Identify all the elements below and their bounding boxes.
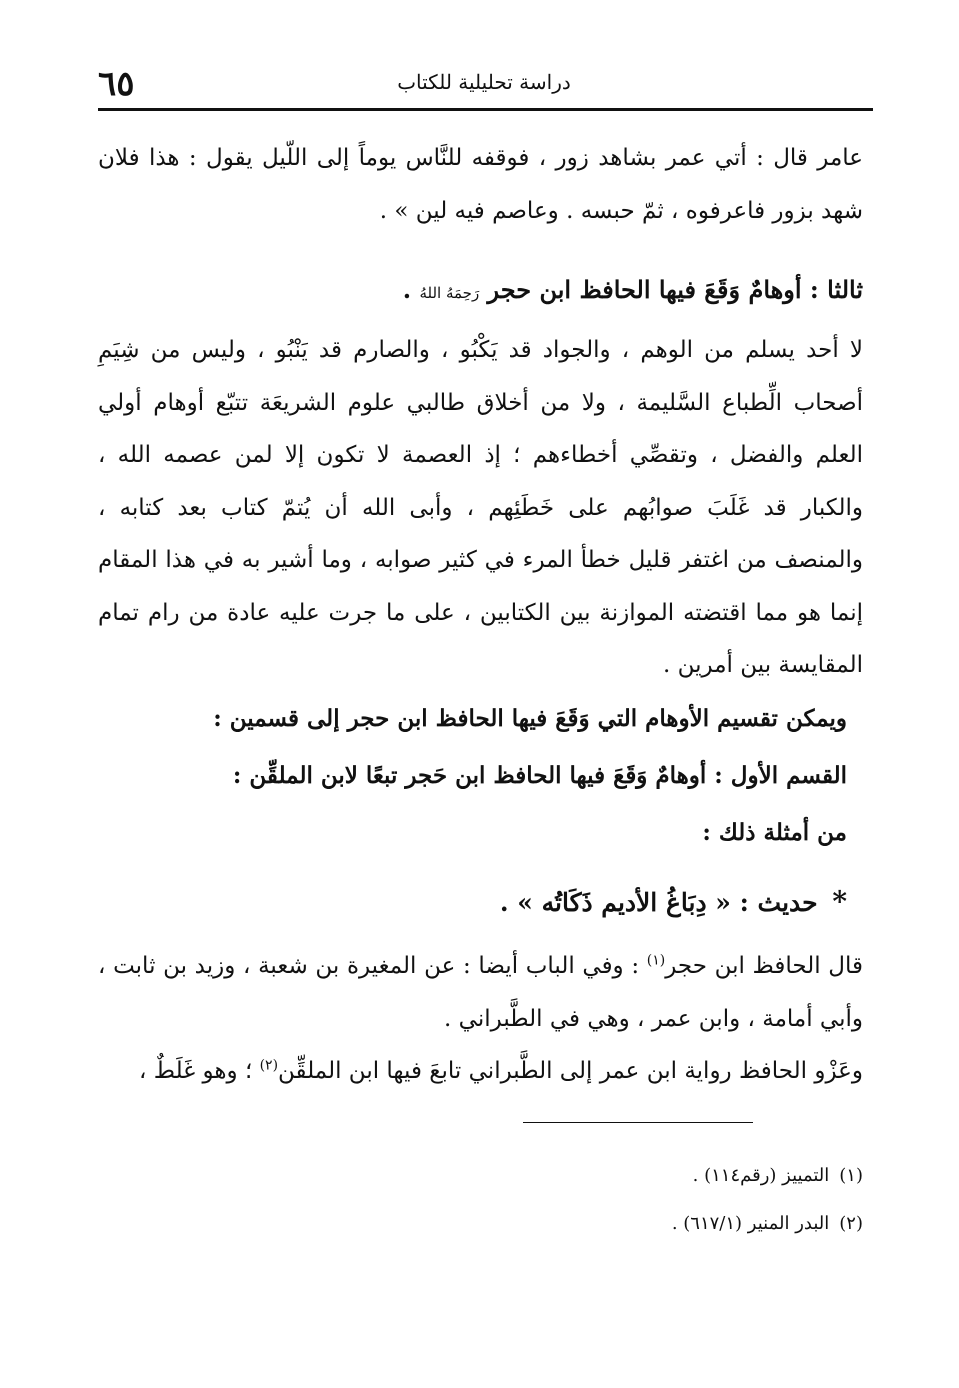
- footnote-ref-2: (٢): [259, 1057, 279, 1074]
- header-rule: [98, 108, 873, 111]
- paragraph-3-start: قال الحافظ ابن حجر: [665, 953, 864, 979]
- heading-third-end: .: [402, 275, 412, 304]
- page-number: ٦٥: [98, 64, 135, 104]
- paragraph-3-rest: : وفي الباب أيضا : عن المغيرة بن شعبة ، وزيد بن ثابت ، وأبي أمامة ، وابن عمر ، وهي في الطَّبراني .: [98, 953, 863, 1032]
- heading-examples: من أمثلة ذلك :: [702, 819, 847, 846]
- footnote-ref-1: (١): [646, 952, 666, 969]
- footnote-1: [103, 1152, 863, 1200]
- footnote-2-number: (٢): [839, 1213, 863, 1234]
- footnote-1-text: التمييز (رقم١١٤) .: [692, 1165, 830, 1186]
- footnote-separator: [523, 1122, 753, 1123]
- footnote-1-number: (١): [839, 1165, 863, 1186]
- paragraph-4: [98, 1046, 863, 1096]
- paragraph-4-start: وعَزْو الحافظ رواية ابن عمر إلى الطَّبراني تابعَ فيها ابن الملقِّن: [278, 1058, 863, 1084]
- page-header: [98, 62, 870, 106]
- paragraph-4-rest: ؛ وهو غَلَطٌ ،: [139, 1058, 260, 1084]
- heading-division: ويمكن تقسيم الأوهام التي وَقَعَ فيها الحافظ ابن حجر إلى قسمين :: [213, 705, 847, 732]
- hadith-heading: [107, 876, 847, 929]
- honorific-seal: رَحِمَهُ اللهُ: [419, 284, 480, 302]
- paragraph-2: لا أحد يسلم من الوهم ، والجواد قد يَكْبُو ، والصارم قد يَنْبُو ، وليس من شِيَمِ أصحاب الِّطباع السَّليمة ، ولا من أخلاق طالبي علوم الشريعَة تتبّع أوهام أولي العلم والفضل ، وتقصِّي أخطاءهم ؛ إذ العصمة لا تكون إلا لمن عصمه الله ، والكبار قد غَلَبَ صوابُهم على خَطَئِهم ، وأبى الله أن يُتمّ كتاب بعد كتابه ، والمنصف من اغتفر قليل خطأ المرء في كثير صوابه ، وما أشير به في هذا المقام إنما هو مما اقتضته الموازنة بين الكتابين ، على ما جرت عليه عادة من رام تمام المقايسة بين أمرين .: [98, 337, 863, 678]
- paragraph-3: [98, 940, 863, 1045]
- heading-section-one: القسم الأول : أوهامٌ وَقَعَ فيها الحافظ ابن حَجر تبعًا لابن الملقِّن :: [232, 762, 847, 789]
- asterisk-bullet: *: [832, 885, 847, 918]
- heading-third-text: ثالثا : أوهامٌ وَقَعَ فيها الحافظ ابن حجر: [487, 275, 863, 304]
- paragraph-1: عامر قال : أتي عمر بشاهد زور ، فوقفه للنَّاس يوماً إلى اللّيل يقول : هذا فلان شهد بزور فاعرفوه ، ثمّ حبسه . وعاصم فيه لين » .: [98, 145, 863, 224]
- footnote-2-text: البدر المنير (٦١٧/١) .: [671, 1213, 830, 1234]
- footnote-2: [103, 1200, 863, 1248]
- running-title: دراسة تحليلية للكتاب: [397, 70, 571, 94]
- heading-third: [93, 264, 863, 319]
- hadith-text: حديث : « دِبَاغُ الأديم ذَكَاتُه » .: [499, 888, 818, 917]
- footnotes: [103, 1152, 863, 1248]
